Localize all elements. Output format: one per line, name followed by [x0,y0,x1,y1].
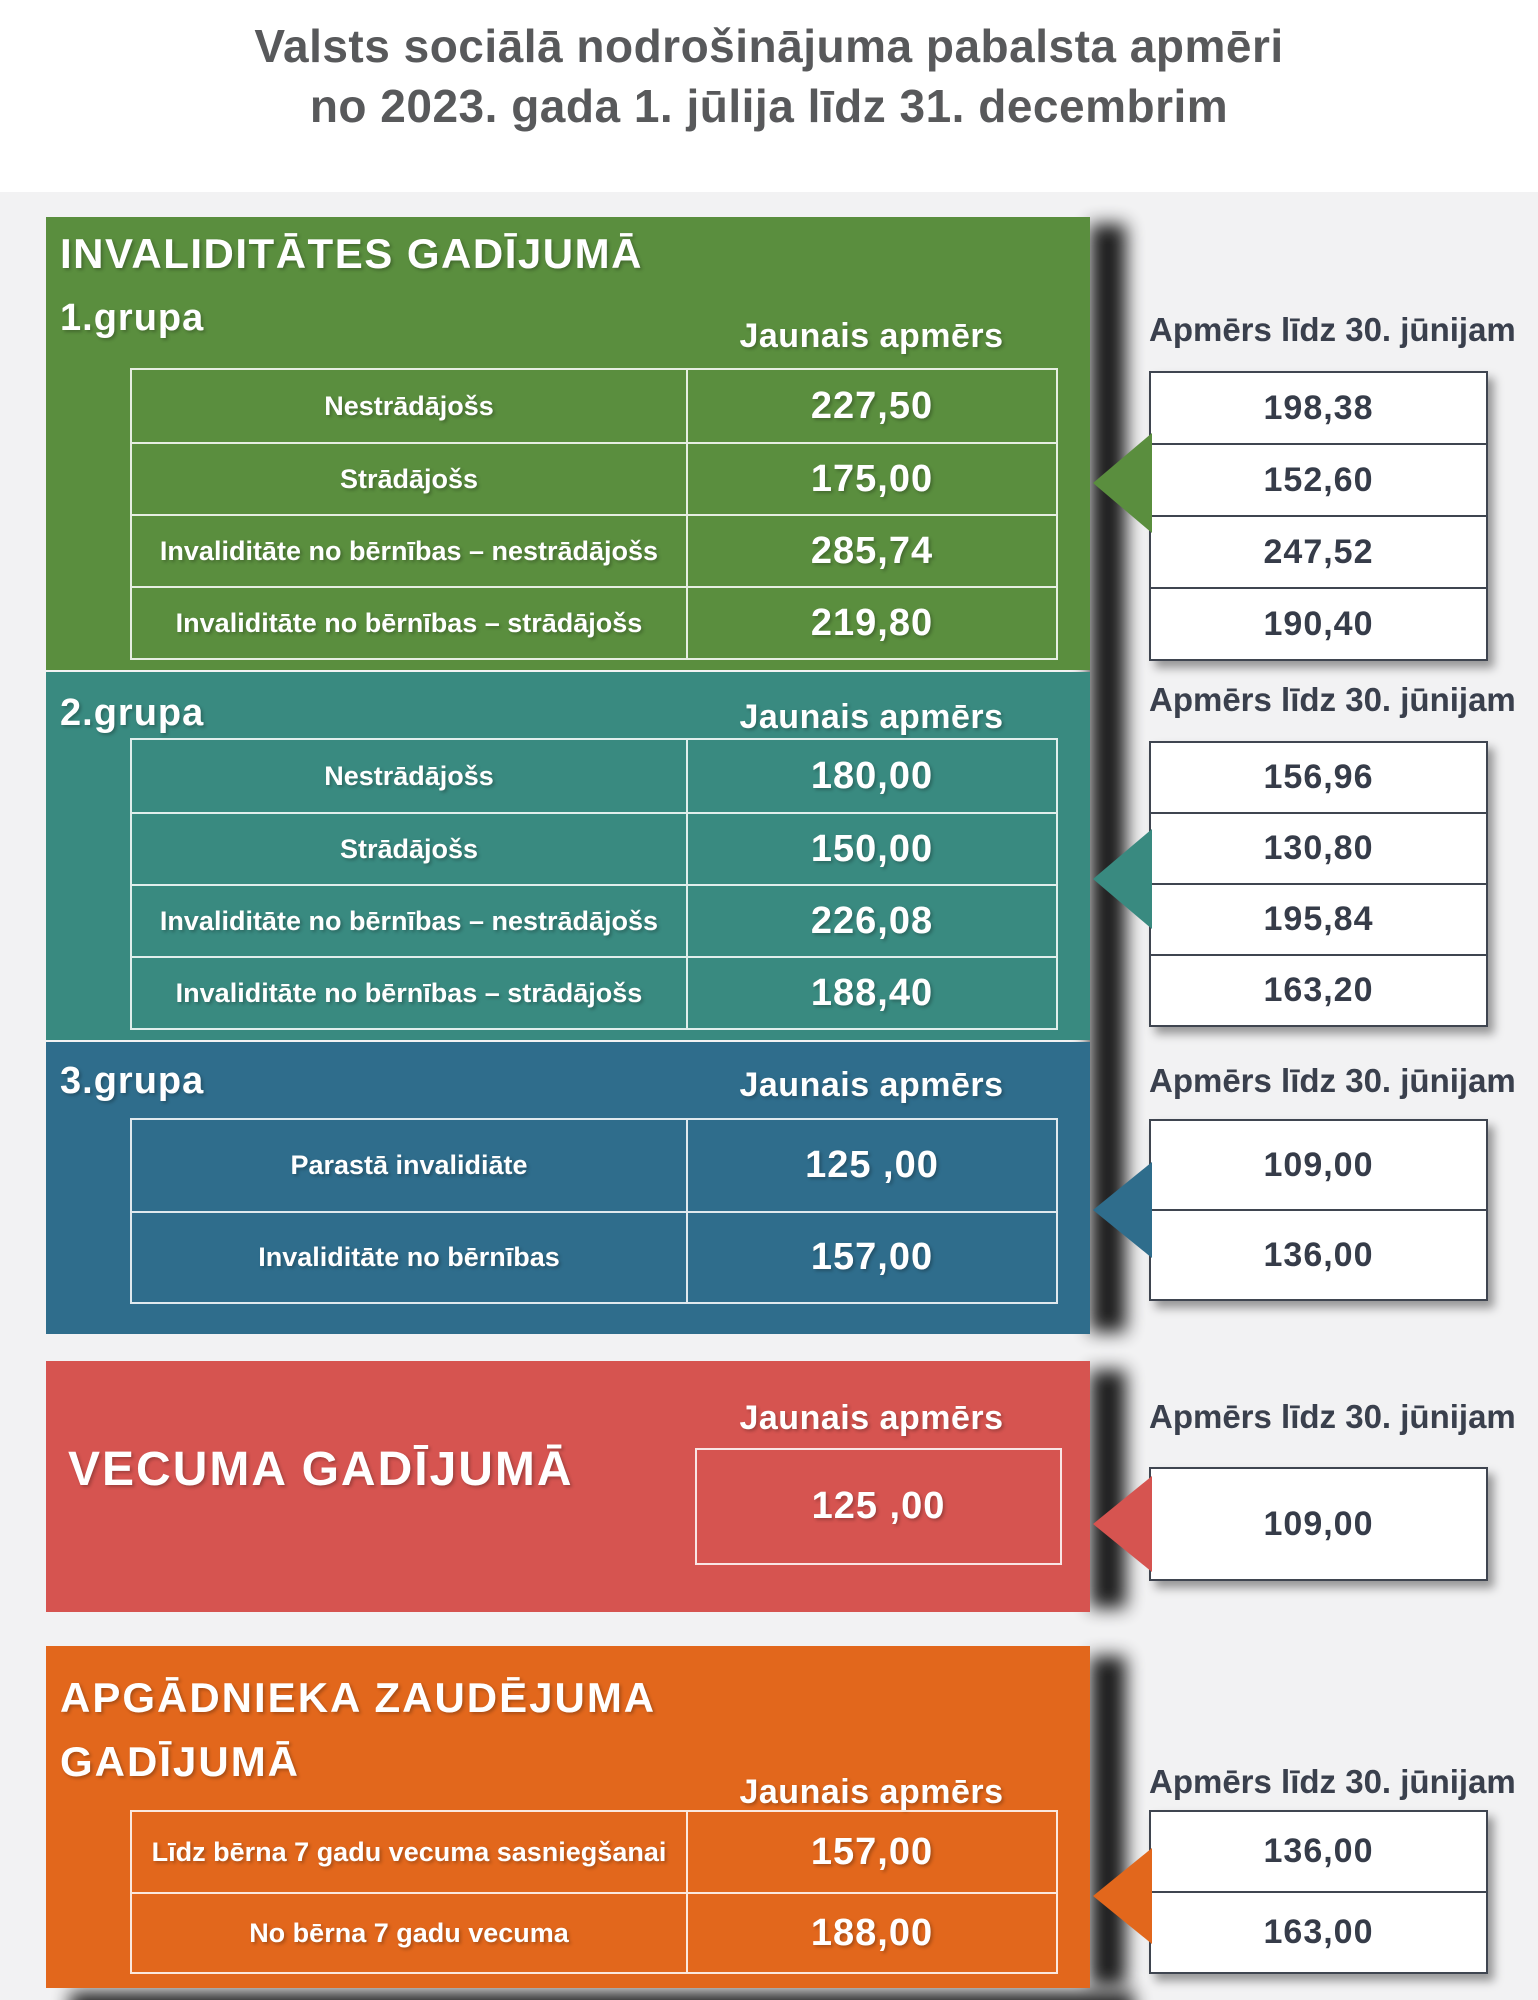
old-amount-value: 163,00 [1151,1891,1486,1972]
new-amount-header-survivor: Jaunais apmērs [739,1773,1004,1811]
table-row-value: 227,50 [810,384,934,427]
new-amount-header-old-age: Jaunais apmērs [739,1399,1004,1437]
old-amount-header-group1: Apmērs līdz 30. jūnijam [1149,311,1516,348]
left-arrow-icon-group2 [1093,829,1152,929]
old-amount-value: 195,84 [1151,883,1486,954]
table-row-label: Invaliditāte no bērnības – nestrādājošs [132,884,688,956]
old-amount-value: 156,96 [1263,758,1374,796]
table-survivor [130,1810,1058,1974]
old-amount-value: 247,52 [1151,515,1486,587]
old-amount-value: 136,00 [1263,1832,1374,1870]
page-header-band [0,0,1538,192]
table-row-label: No bērna 7 gadu vecuma [132,1892,688,1972]
panel-invalidity-group1 [46,217,1090,670]
left-arrow-icon-group3 [1093,1162,1152,1258]
old-amount-boxes-survivor [1149,1810,1488,1974]
table-row-value: 180,00 [810,754,934,797]
table-row-label: Strādājošs [132,812,688,884]
table-row-label: Strādājošs [132,442,688,514]
old-amount-boxes-old-age [1149,1467,1488,1581]
new-amount-header-group1: Jaunais apmērs [739,317,1004,355]
new-amount-header-group2: Jaunais apmērs [739,698,1004,736]
old-amount-value: 190,40 [1151,587,1486,659]
table-row-label: Invaliditāte no bērnības – strādājošs [132,956,688,1028]
group1-label: 1.grupa [60,297,205,339]
old-amount-value: 130,80 [1151,812,1486,883]
table-row-value: 150,00 [688,812,1056,884]
page-title [0,16,1538,136]
table-row-value: 285,74 [688,514,1056,586]
table-row-label: Invaliditāte no bērnības – nestrādājošs [132,514,688,586]
section-title-invalidity: INVALIDITĀTES GADĪJUMĀ [60,230,643,277]
section-title-old-age: VECUMA GADĪJUMĀ [68,1443,574,1496]
table-row-value: 188,00 [688,1892,1056,1972]
table-row-label: Nestrādājošs [132,740,688,812]
old-amount-boxes-group2 [1149,741,1488,1027]
old-amount-header-old-age: Apmērs līdz 30. jūnijam [1149,1398,1516,1435]
table-row-label: Līdz bērna 7 gadu vecuma sasniegšanai [132,1812,688,1892]
table-row-value: 219,80 [688,586,1056,658]
old-amount-header-group2: Apmērs līdz 30. jūnijam [1149,681,1516,718]
old-amount-value: 163,20 [1151,954,1486,1025]
table-row-value: 188,40 [688,956,1056,1028]
panel-old-age [46,1361,1090,1612]
old-amount-header-group3: Apmērs līdz 30. jūnijam [1149,1062,1516,1099]
panel-shadow-bottom [70,1992,1134,2000]
table-row-value: 157,00 [688,1211,1056,1302]
new-amount-header-group3: Jaunais apmērs [739,1066,1004,1104]
page-title-line2: no 2023. gada 1. jūlija līdz 31. decembrim [309,80,1229,132]
old-amount-boxes-group1 [1149,371,1488,661]
table-group3 [130,1118,1058,1304]
panel-invalidity-group3 [46,1042,1090,1334]
old-age-new-amount: 125 ,00 [695,1448,1062,1565]
table-row-label: Parastā invalidiāte [132,1120,688,1211]
table-row-value: 175,00 [688,442,1056,514]
table-row-label: Invaliditāte no bērnības [132,1211,688,1302]
table-row-value: 157,00 [810,1830,934,1873]
table-group2 [130,738,1058,1030]
old-amount-value: 152,60 [1151,443,1486,515]
left-arrow-icon-old-age [1093,1476,1152,1572]
old-amount-value: 109,00 [1263,1145,1374,1184]
section-title-survivor [60,1666,656,1794]
panel-invalidity-group2 [46,672,1090,1040]
old-amount-header-survivor: Apmērs līdz 30. jūnijam [1149,1763,1516,1800]
group2-label: 2.grupa [60,692,205,734]
section-title-survivor-line2: GADĪJUMĀ [60,1738,301,1785]
left-arrow-icon-survivor [1093,1848,1152,1944]
old-amount-boxes-group3 [1149,1119,1488,1301]
section-title-survivor-line1: APGĀDNIEKA ZAUDĒJUMA [60,1674,657,1721]
left-arrow-icon-group1 [1093,433,1152,533]
page-title-line1: Valsts sociālā nodrošinājuma pabalsta apmēri [254,20,1284,72]
table-row-value: 125 ,00 [805,1144,939,1186]
panel-survivor [46,1646,1090,1988]
old-amount-value: 109,00 [1263,1504,1374,1543]
table-row-value: 226,08 [688,884,1056,956]
old-amount-value: 198,38 [1263,388,1374,427]
group3-label: 3.grupa [60,1060,205,1102]
table-group1 [130,368,1058,660]
table-row-label: Invaliditāte no bērnības – strādājošs [132,586,688,658]
old-amount-value: 136,00 [1151,1209,1486,1299]
table-row-label: Nestrādājošs [132,370,688,442]
